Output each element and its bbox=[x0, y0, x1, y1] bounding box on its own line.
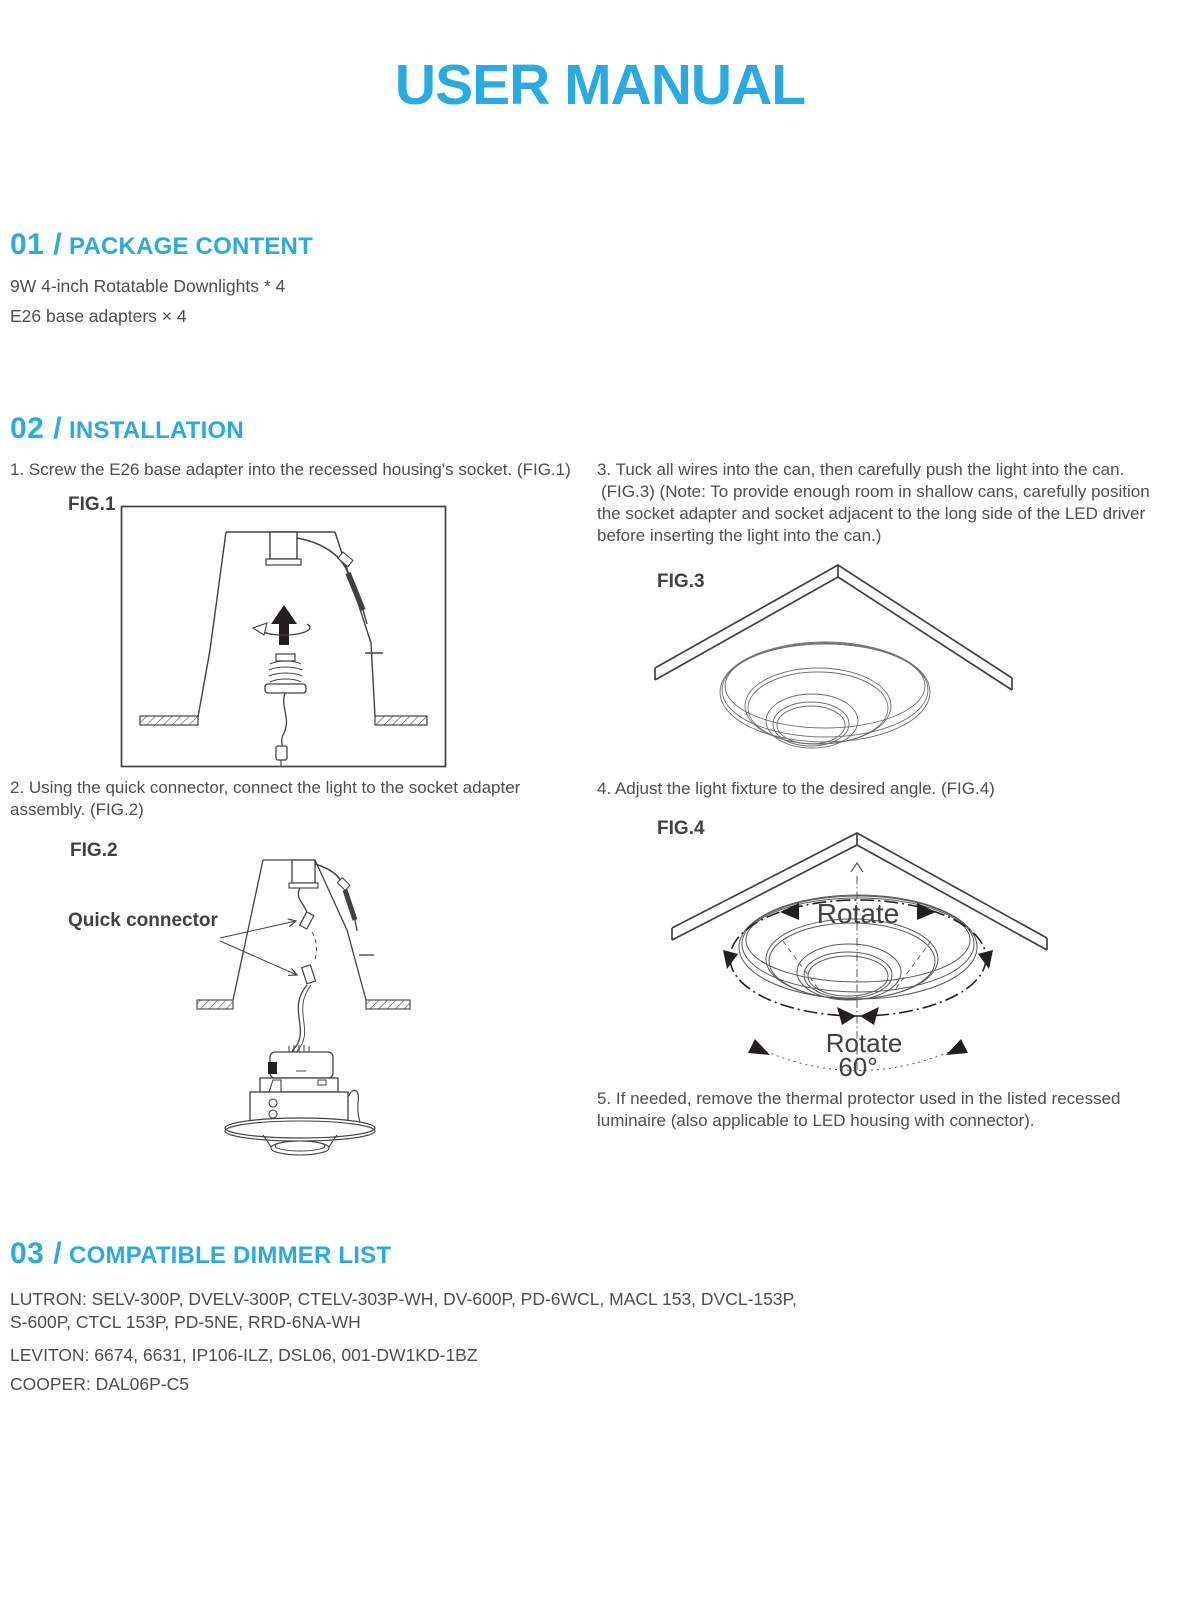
fig3-ceiling bbox=[655, 565, 1012, 690]
quick-connector-callout: Quick connector bbox=[68, 910, 218, 931]
section-installation-heading bbox=[10, 412, 244, 446]
fig4-ceiling bbox=[672, 833, 1047, 950]
dimmer-list-leviton: LEVITON: 6674, 6631, IP106-ILZ, DSL06, 001-DW1KD-1BZ bbox=[10, 1345, 478, 1365]
lutron-line2: S-600P, CTCL 153P, PD-5NE, RRD-6NA-WH bbox=[10, 1312, 361, 1332]
package-content-list bbox=[10, 271, 285, 331]
fig1-diagram bbox=[120, 505, 447, 768]
step5-line1: 5. If needed, remove the thermal protector used in the listed recessed bbox=[597, 1089, 1121, 1108]
installation-step-4: 4. Adjust the light fixture to the desired angle. (FIG.4) bbox=[597, 779, 995, 798]
installation-step-2 bbox=[10, 777, 520, 821]
fig2-diagram bbox=[60, 835, 420, 1165]
step2-line2: assembly. (FIG.2) bbox=[10, 800, 144, 819]
step2-line1: 2. Using the quick connector, connect the light to the socket adapter bbox=[10, 778, 521, 797]
lutron-line1: LUTRON: SELV-300P, DVELV-300P, CTELV-303P-WH, DV-600P, PD-6WCL, MACL 153, DVCL-153P, bbox=[10, 1289, 797, 1309]
step3-line1: 3. Tuck all wires into the can, then carefully push the light into the can. bbox=[597, 460, 1125, 479]
fig3-downlight bbox=[720, 642, 930, 748]
section-01-number: 01 / bbox=[10, 228, 63, 261]
step3-line2: (FIG.3) (Note: To provide enough room in shallow cans, carefully position bbox=[601, 482, 1150, 501]
fig4-label: FIG.4 bbox=[657, 818, 705, 839]
section-dimmers-heading bbox=[10, 1237, 391, 1271]
section-02-number: 02 / bbox=[10, 412, 63, 445]
fig1-label: FIG.1 bbox=[68, 494, 116, 515]
dimmer-list-cooper: COOPER: DAL06P-C5 bbox=[10, 1374, 189, 1394]
section-03-number: 03 / bbox=[10, 1237, 63, 1270]
package-item-downlights: 9W 4-inch Rotatable Downlights * 4 bbox=[10, 276, 286, 296]
fig3-label: FIG.3 bbox=[657, 571, 705, 592]
section-package-heading bbox=[10, 228, 313, 262]
fig2-callout-arrows bbox=[220, 921, 297, 975]
fig4-rotate-top-label: Rotate bbox=[816, 898, 900, 929]
fig4-rotate-angle-label: 60° bbox=[838, 1052, 878, 1078]
fig4-rotate-bottom-label: Rotate bbox=[825, 1028, 903, 1058]
step5-line2: luminaire (also applicable to LED housing with connector). bbox=[597, 1111, 1035, 1130]
fig2-label: FIG.2 bbox=[70, 840, 118, 861]
section-01-title: PACKAGE CONTENT bbox=[69, 233, 313, 260]
installation-step-3 bbox=[597, 459, 1150, 547]
step3-line4: before inserting the light into the can.) bbox=[597, 526, 882, 545]
section-03-title: COMPATIBLE DIMMER LIST bbox=[69, 1242, 392, 1269]
fig2-downlight-fixture bbox=[225, 1045, 375, 1155]
page-title: USER MANUAL bbox=[394, 53, 806, 117]
dimmer-list-lutron bbox=[10, 1288, 797, 1334]
package-item-adapters: E26 base adapters × 4 bbox=[10, 306, 187, 326]
step3-line3: the socket adapter and socket adjacent to the long side of the LED driver bbox=[597, 504, 1146, 523]
section-02-title: INSTALLATION bbox=[69, 417, 244, 444]
installation-step-1: 1. Screw the E26 base adapter into the recessed housing's socket. (FIG.1) bbox=[10, 460, 571, 479]
fig4-diagram bbox=[620, 806, 1080, 1078]
installation-step-5 bbox=[597, 1088, 1121, 1132]
fig3-diagram bbox=[612, 558, 1172, 773]
